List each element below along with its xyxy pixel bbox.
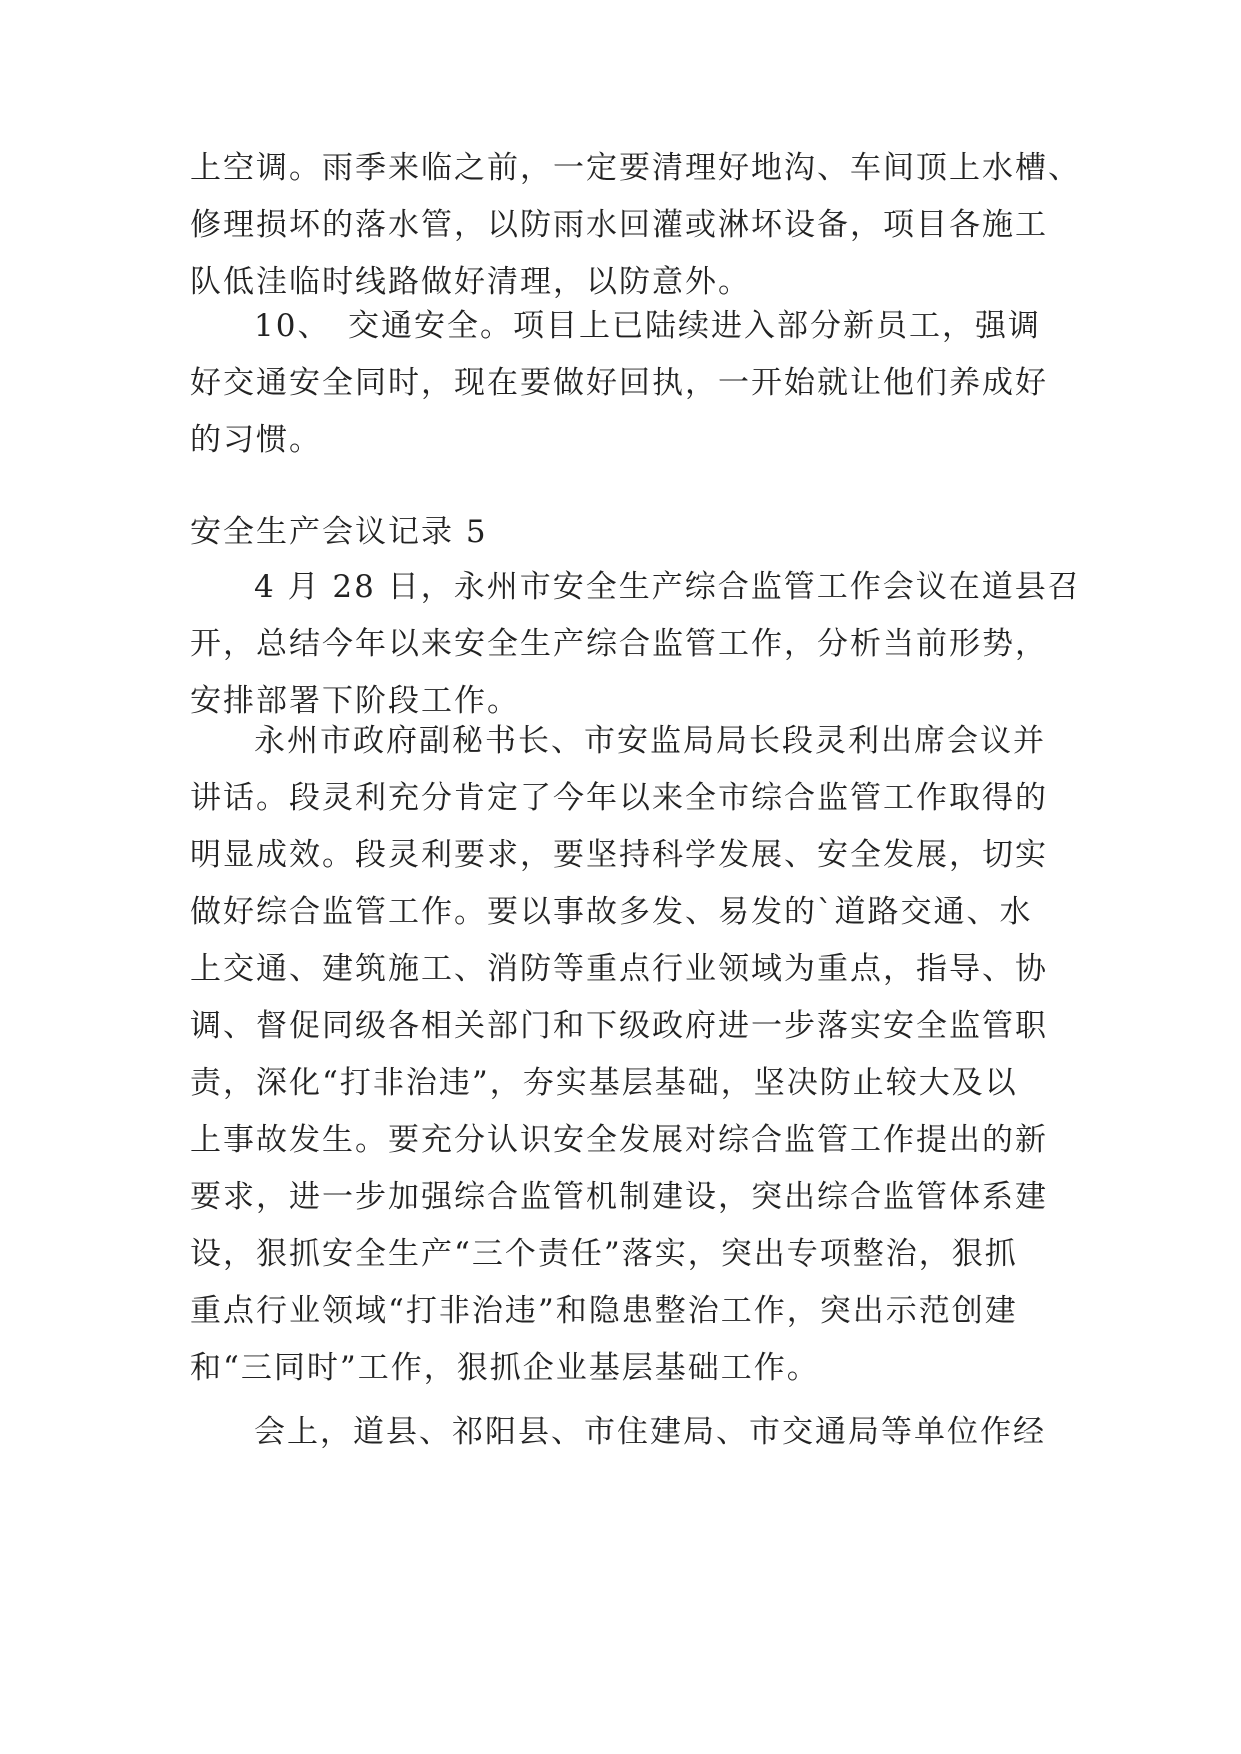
paragraph-line: 会上，道县、祁阳县、市住建局、市交通局等单位作经 (254, 1414, 1046, 1450)
section-heading-block (190, 504, 1052, 561)
paragraph-line: 修理损坏的落水管，以防雨水回灌或淋坏设备，项目各施工 (190, 207, 1048, 243)
paragraph-line: 讲话。段灵利充分肯定了今年以来全市综合监管工作取得的 (190, 780, 1048, 816)
paragraph-line: 安排部署下阶段工作。 (190, 683, 520, 719)
paragraph-line: 上空调。雨季来临之前，一定要清理好地沟、车间顶上水槽、 (190, 150, 1081, 186)
paragraph-line: 10、 交通安全。项目上已陆续进入部分新员工，强调 (254, 308, 1041, 344)
paragraph-line: 好交通安全同时，现在要做好回执，一开始就让他们养成好 (190, 365, 1048, 401)
paragraph-meeting-reports (190, 1404, 1052, 1461)
paragraph-line: 明显成效。段灵利要求，要坚持科学发展、安全发展，切实 (190, 837, 1048, 873)
paragraph-line: 和“三同时”工作，狠抓企业基层基础工作。 (190, 1350, 820, 1386)
paragraph-line: 上事故发生。要充分认识安全发展对综合监管工作提出的新 (190, 1122, 1048, 1158)
paragraph-line: 做好综合监管工作。要以事故多发、易发的`道路交通、水 (190, 894, 1033, 930)
paragraph-air-conditioning-rain-season (190, 140, 1081, 311)
paragraph-speech (190, 713, 1052, 1397)
paragraph-line: 设，狠抓安全生产“三个责任”落实，突出专项整治，狠抓 (190, 1236, 1018, 1272)
paragraph-line: 上交通、建筑施工、消防等重点行业领域为重点，指导、协 (190, 951, 1048, 987)
paragraph-line: 责，深化“打非治违”，夯实基层基础，坚决防止较大及以 (190, 1065, 1018, 1101)
paragraph-line: 队低洼临时线路做好清理，以防意外。 (190, 264, 751, 300)
paragraph-line: 4 月 28 日，永州市安全生产综合监管工作会议在道县召 (254, 569, 1081, 605)
paragraph-line: 要求，进一步加强综合监管机制建设，突出综合监管体系建 (190, 1179, 1048, 1215)
paragraph-line: 的习惯。 (190, 422, 322, 458)
section-title: 安全生产会议记录 5 (190, 514, 488, 550)
paragraph-meeting-intro (190, 559, 1081, 730)
paragraph-line: 永州市政府副秘书长、市安监局局长段灵利出席会议并 (254, 723, 1046, 759)
paragraph-line: 重点行业领域“打非治违”和隐患整治工作，突出示范创建 (190, 1293, 1018, 1329)
paragraph-line: 调、督促同级各相关部门和下级政府进一步落实安全监管职 (190, 1008, 1048, 1044)
paragraph-line: 开，总结今年以来安全生产综合监管工作，分析当前形势， (190, 626, 1048, 662)
paragraph-traffic-safety (190, 298, 1052, 469)
